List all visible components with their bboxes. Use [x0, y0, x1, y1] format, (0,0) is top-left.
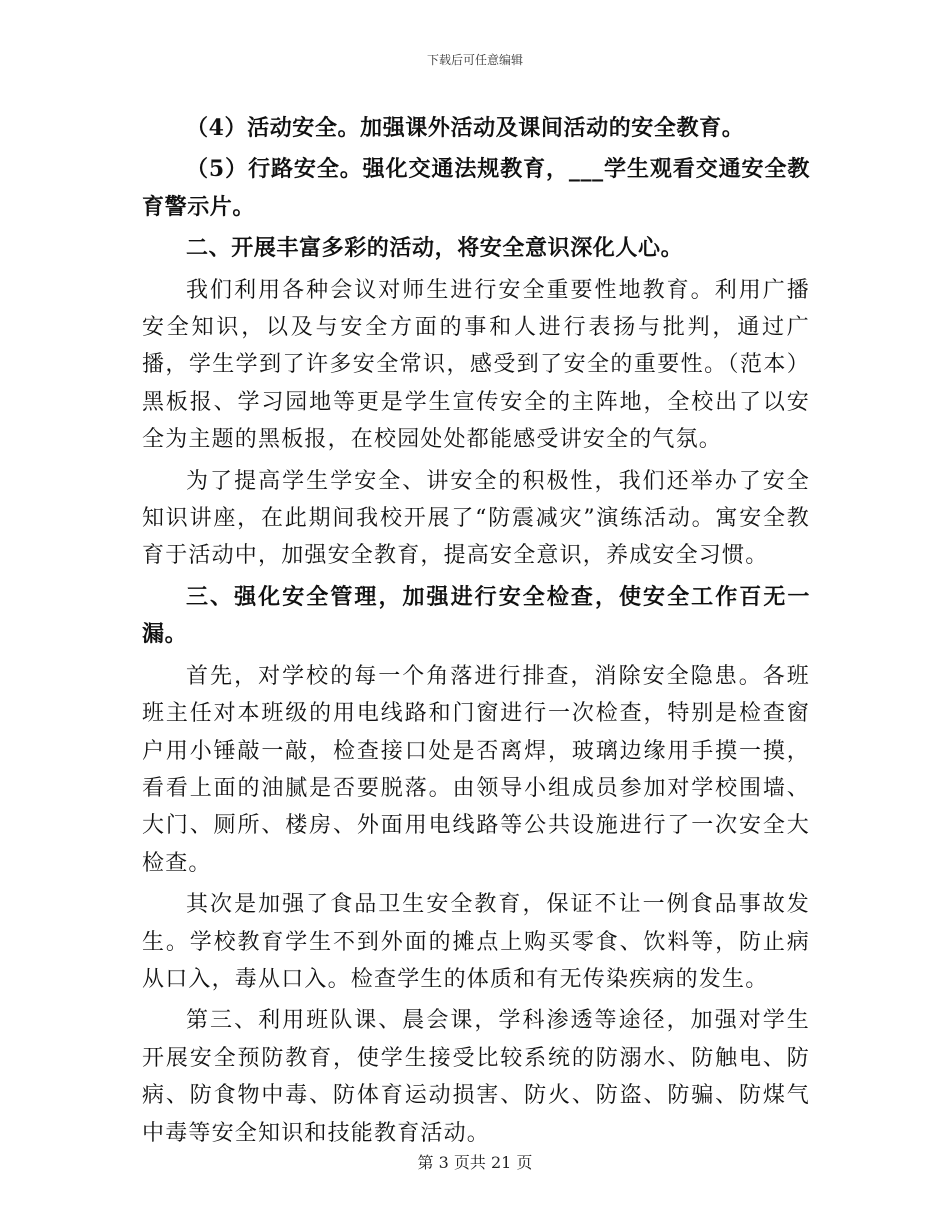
item-activity-safety: （4）活动安全。加强课外活动及课间活动的安全教育。 — [186, 115, 745, 141]
item-road-safety: （5）行路安全。强化交通法规教育，___学生观看交通安全教育警示片。 — [142, 156, 810, 220]
body-paragraph-food-safety: 其次是加强了食品卫生安全教育，保证不让一例食品事故发生。学校教育学生不到外面的摊点上购买零食、饮料等，防止病从口入，毒从口入。检查学生的体质和有无传染疾病的发生。 — [142, 892, 810, 992]
body-paragraph-lecture: 为了提高学生学安全、讲安全的积极性，我们还举办了安全知识讲座，在此期间我校开展了“防震减灾”演练活动。寓安全教育于活动中，加强安全教育，提高安全意识，养成安全习惯。 — [142, 468, 810, 569]
body-paragraph-inspection: 首先，对学校的每一个角落进行排查，消除安全隐患。各班班主任对本班级的用电线路和门窗进行一次检查，特别是检查窗户用小锤敲一敲，检查接口处是否离焊，玻璃边缘用手摸一摸，看看上面的油腻是否要脱落。由领导小组成员参加对学校围墙、大门、厕所、楼房、外面用电线路等公共设施进行了一次安全大检查。 — [142, 663, 810, 876]
body-paragraph-prevention: 第三、利用班队课、晨会课，学科渗透等途径，加强对学生开展安全预防教育，使学生接受比较系统的防溺水、防触电、防病、防食物中毒、防体育运动损害、防火、防盗、防骗、防煤气中毒等安全知识和技能教育活动。 — [142, 1008, 810, 1146]
page-header-note: 下载后可任意编辑 — [426, 53, 523, 67]
page-number: 第 3 页共 21 页 — [417, 1153, 533, 1172]
section-heading-three: 三、强化安全管理，加强进行安全检查，使安全工作百无一漏。 — [142, 583, 810, 648]
section-heading-two: 二、开展丰富多彩的活动，将安全意识深化人心。 — [186, 235, 684, 262]
document-body — [142, 110, 810, 1152]
body-paragraph-broadcast: 我们利用各种会议对师生进行安全重要性地教育。利用广播安全知识，以及与安全方面的事和人进行表扬与批判，通过广播，学生学到了许多安全常识，感受到了安全的重要性。（范本）黑板报、学习园地等更是学生宣传安全的主阵地，全校出了以安全为主题的黑板报，在校园处处都能感受讲安全的气氛。 — [142, 277, 810, 453]
